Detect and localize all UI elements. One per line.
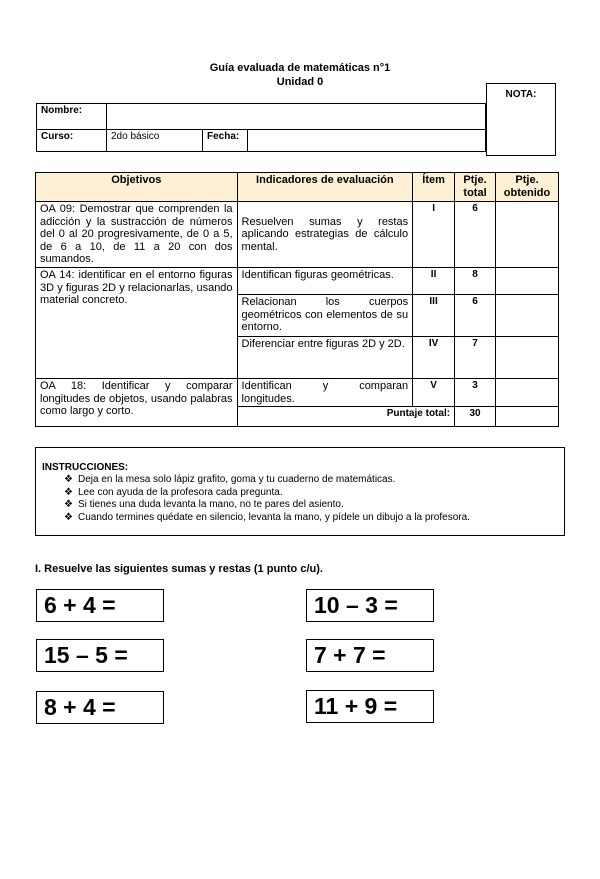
indicator-5: Identifican y comparan longitudes. [237, 379, 413, 407]
points-1: 6 [455, 202, 496, 268]
date-field[interactable] [248, 130, 486, 152]
list-item: ❖ Deja en la mesa solo lápiz grafito, goma y tu cuaderno de matemáticas. [64, 474, 396, 485]
objectives-table [35, 172, 559, 427]
diamond-bullet-icon: ❖ [64, 499, 73, 511]
total-label: Puntaje total: [237, 407, 455, 427]
points-3: 6 [455, 295, 496, 337]
total-points: 30 [455, 407, 496, 427]
indicator-2: Identifican figuras geométricas. [237, 268, 413, 295]
list-item: ❖ Si tienes una duda levanta la mano, no te pares del asiento. [64, 499, 344, 511]
obtained-4[interactable] [496, 337, 559, 379]
col-ptje-total: Ptje. total [455, 173, 496, 202]
item-5: V [413, 379, 455, 407]
course-field[interactable]: 2do básico [107, 130, 203, 152]
item-4: IV [413, 337, 455, 379]
diamond-bullet-icon: ❖ [64, 511, 73, 523]
points-4: 7 [455, 337, 496, 379]
indicator-4: Diferenciar entre figuras 2D y 2D. [237, 337, 413, 379]
diamond-bullet-icon: ❖ [64, 474, 73, 485]
name-label: Nombre: [37, 104, 107, 130]
section-title: I. Resuelve las siguientes sumas y restas (1 punto c/u). [35, 563, 323, 575]
item-2: II [413, 268, 455, 295]
list-item: ❖ Cuando termines quédate en silencio, levanta la mano, y pídele un dibujo a la profesora. [64, 511, 470, 523]
instructions-list [42, 474, 564, 524]
student-info-table [36, 103, 486, 152]
page-title: Guía evaluada de matemáticas n°1 [209, 62, 391, 74]
grade-label: NOTA: [505, 89, 537, 100]
col-objetivos: Objetivos [36, 173, 238, 202]
instructions-title: INSTRUCCIONES: [42, 462, 129, 473]
operation-box[interactable]: 6 + 4 = [36, 589, 164, 622]
objective-oa09: OA 09: Demostrar que comprenden la adicción y la sustracción de números del 0 al 20 progresivamente, de 0 a 5, de 6 a 10, de 11 a 20 con dos sumandos. [36, 202, 238, 268]
points-2: 8 [455, 268, 496, 295]
operation-box[interactable]: 10 – 3 = [306, 589, 434, 622]
grade-box[interactable] [486, 83, 556, 156]
list-item: ❖ Lee con ayuda de la profesora cada pregunta. [64, 486, 283, 498]
instructions-box [35, 447, 565, 536]
obtained-2[interactable] [496, 268, 559, 295]
points-5: 3 [455, 379, 496, 407]
name-field[interactable] [107, 104, 486, 130]
page-subtitle: Unidad 0 [276, 76, 324, 88]
item-1: I [413, 202, 455, 268]
col-indicadores: Indicadores de evaluación [237, 173, 413, 202]
objective-oa18: OA 18: Identificar y comparar longitudes de objetos, usando palabras como largo y corto. [36, 379, 238, 427]
indicator-1: Resuelven sumas y restas aplicando estrategias de cálculo mental. [237, 202, 413, 268]
operation-box[interactable]: 15 – 5 = [36, 639, 164, 672]
operation-box[interactable]: 8 + 4 = [36, 691, 164, 724]
obtained-5[interactable] [496, 379, 559, 407]
course-label: Curso: [37, 130, 107, 152]
operation-box[interactable]: 11 + 9 = [306, 690, 434, 723]
date-label: Fecha: [203, 130, 248, 152]
obtained-3[interactable] [496, 295, 559, 337]
item-3: III [413, 295, 455, 337]
col-ptje-obtenido: Ptje. obtenido [496, 173, 559, 202]
diamond-bullet-icon: ❖ [64, 486, 73, 498]
operation-box[interactable]: 7 + 7 = [306, 639, 434, 672]
indicator-3: Relacionan los cuerpos geométricos con elementos de su entorno. [237, 295, 413, 337]
obtained-1[interactable] [496, 202, 559, 268]
col-item: Ítem [413, 173, 455, 202]
objective-oa14: OA 14: identificar en el entorno figuras 3D y figuras 2D y relacionarlas, usando material concreto. [36, 268, 238, 379]
total-obtained[interactable] [496, 407, 559, 427]
